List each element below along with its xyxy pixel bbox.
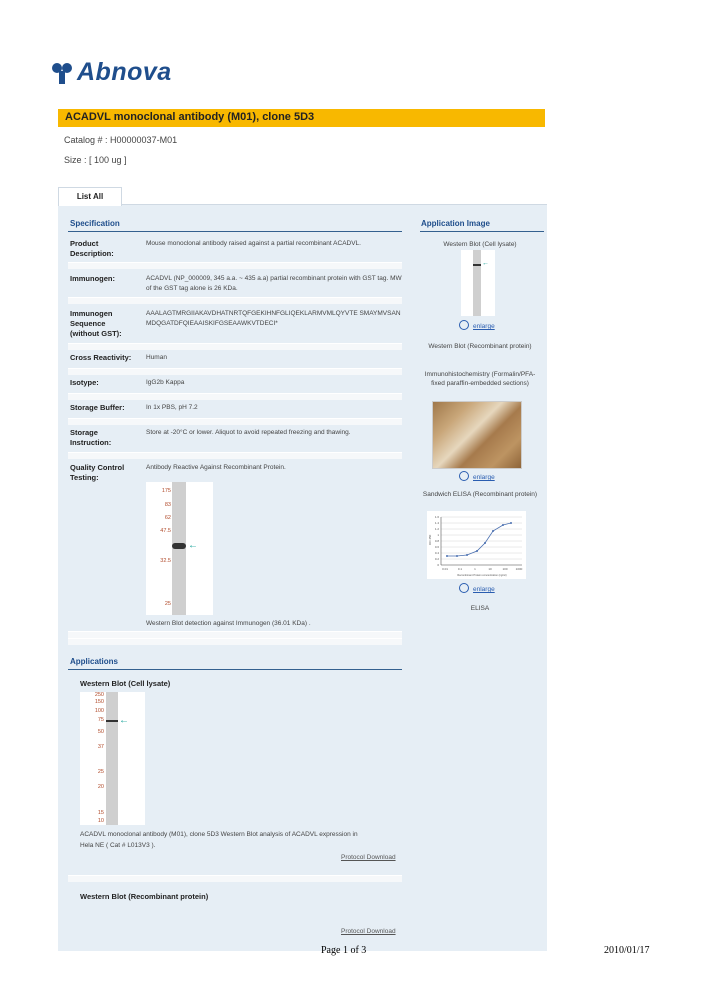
brand-name: Abnova bbox=[77, 58, 172, 86]
protocol-download-link[interactable]: Protocol Download bbox=[341, 854, 396, 861]
app-image-label: Western Blot (Recombinant protein) bbox=[428, 343, 532, 350]
specification-heading: Specification bbox=[70, 219, 120, 228]
spec-label: Isotype: bbox=[70, 378, 99, 387]
spec-value: IgG2b Kappa bbox=[146, 379, 185, 386]
row-separator bbox=[68, 368, 402, 375]
elisa-ytick: 0.6 bbox=[434, 545, 439, 549]
blot-band bbox=[172, 543, 186, 549]
spec-label: Immunogen: bbox=[70, 274, 115, 283]
elisa-xtick: 0.01 bbox=[442, 567, 448, 571]
application-caption-line2: Hela NE ( Cat # L013V3 ). bbox=[80, 842, 156, 849]
marker-label: 25 bbox=[164, 601, 171, 607]
application-image-heading: Application Image bbox=[421, 219, 490, 228]
band-arrow-icon: ← bbox=[119, 715, 129, 726]
row-separator bbox=[68, 631, 402, 638]
marker-label: 150 bbox=[94, 699, 104, 705]
marker-label: 32.5 bbox=[160, 558, 171, 564]
tab-list-all[interactable]: List All bbox=[58, 187, 122, 206]
spec-value: Mouse monoclonal antibody raised against a partial recombinant ACADVL. bbox=[146, 240, 361, 247]
elisa-xtick: 1 bbox=[474, 567, 476, 571]
band-arrow-icon: ← bbox=[482, 260, 489, 267]
marker-label: 250 bbox=[94, 692, 104, 698]
abnova-logo-icon bbox=[50, 61, 74, 85]
spec-value: Human bbox=[146, 354, 167, 361]
elisa-xtick: 10 bbox=[488, 567, 492, 571]
product-title-bar bbox=[58, 109, 545, 127]
elisa-ytick: 1.4 bbox=[434, 521, 439, 525]
blot-lane bbox=[473, 250, 481, 316]
application-title: Western Blot (Recombinant protein) bbox=[80, 892, 209, 901]
spec-label: Immunogen Sequence (without GST): bbox=[70, 309, 122, 338]
marker-label: 20 bbox=[97, 784, 104, 790]
magnify-icon[interactable] bbox=[459, 583, 469, 593]
row-separator bbox=[68, 393, 402, 400]
qc-western-blot-image bbox=[146, 482, 213, 615]
spec-value: Store at -20°C or lower. Aliquot to avoid repeated freezing and thawing. bbox=[146, 429, 351, 436]
blot-band bbox=[106, 720, 118, 722]
specification-rule bbox=[68, 231, 402, 232]
row-separator bbox=[68, 452, 402, 459]
elisa-ytick: 1 bbox=[437, 533, 439, 537]
product-title: ACADVL monoclonal antibody (M01), clone 5D3 bbox=[65, 111, 315, 123]
application-image-rule bbox=[420, 231, 544, 232]
app-image-label: Western Blot (Cell lysate) bbox=[443, 241, 517, 248]
enlarge-link[interactable]: enlarge bbox=[473, 586, 495, 593]
app-image-label: Sandwich ELISA (Recombinant protein) bbox=[422, 491, 538, 498]
application-title: Western Blot (Cell lysate) bbox=[80, 679, 171, 688]
spec-value: ACADVL (NP_000009, 345 a.a. ~ 435 a.a) partial recombinant protein with GST tag. MW of the GST tag alone is 26 KDa. bbox=[146, 275, 402, 292]
thumbnail-immunohistochemistry[interactable] bbox=[432, 401, 522, 469]
abnova-logo bbox=[50, 58, 172, 87]
page-number: Page 1 of 3 bbox=[321, 945, 367, 956]
marker-label: 50 bbox=[97, 729, 104, 735]
spec-label: Storage Instruction: bbox=[70, 428, 112, 447]
spec-label: Quality Control Testing: bbox=[70, 463, 125, 482]
spec-value: Antibody Reactive Against Recombinant Protein. bbox=[146, 464, 286, 471]
row-separator bbox=[68, 638, 402, 645]
elisa-xtick: 1000 bbox=[515, 567, 523, 571]
marker-label: 25 bbox=[97, 769, 104, 775]
application-western-blot-image bbox=[80, 692, 145, 825]
applications-rule bbox=[68, 669, 402, 670]
spec-value: AAALAGTMRGIIAKAVDHATNRTQFGEKIHNFGLIQEKLARMVMLQYVTE SMAYMVSANMDQGATDFQIEAAISKIFGSEAAWKVTDECI* bbox=[146, 310, 401, 327]
thumbnail-sandwich-elisa[interactable] bbox=[427, 511, 526, 579]
elisa-ytick: 0.4 bbox=[434, 551, 439, 555]
magnify-icon[interactable] bbox=[459, 471, 469, 481]
elisa-xtick: 100 bbox=[502, 567, 508, 571]
row-separator bbox=[68, 262, 402, 269]
marker-label: 37 bbox=[97, 744, 104, 750]
row-separator bbox=[68, 343, 402, 350]
marker-label: 100 bbox=[94, 708, 104, 714]
qc-caption: Western Blot detection against Immunogen (36.01 KDa) . bbox=[146, 620, 311, 627]
row-separator bbox=[68, 297, 402, 304]
spec-label: Storage Buffer: bbox=[70, 403, 125, 412]
spec-value: In 1x PBS, pH 7.2 bbox=[146, 404, 198, 411]
print-date: 2010/01/17 bbox=[604, 945, 650, 956]
product-size: Size : [ 100 ug ] bbox=[64, 155, 127, 165]
application-caption-line1: ACADVL monoclonal antibody (M01), clone 5D3 Western Blot analysis of ACADVL expression in bbox=[80, 831, 358, 838]
marker-label: 83 bbox=[164, 502, 171, 508]
app-image-label: Immunohistochemistry (Formalin/PFA-fixed paraffin-embedded sections) bbox=[424, 371, 536, 387]
marker-label: 10 bbox=[97, 818, 104, 824]
marker-label: 175 bbox=[161, 488, 171, 494]
marker-label: 47.5 bbox=[160, 528, 171, 534]
catalog-number: Catalog # : H00000037-M01 bbox=[64, 135, 178, 145]
thumbnail-western-blot-cell-lysate[interactable] bbox=[461, 250, 495, 316]
applications-heading: Applications bbox=[70, 657, 119, 666]
marker-label: 62 bbox=[164, 515, 171, 521]
elisa-ytick: 0.2 bbox=[434, 557, 439, 561]
blot-lane bbox=[106, 692, 118, 825]
marker-label: 75 bbox=[97, 717, 104, 723]
elisa-xtick: 0.1 bbox=[457, 567, 463, 571]
protocol-download-link[interactable]: Protocol Download bbox=[341, 928, 396, 935]
app-image-label: ELISA bbox=[470, 605, 490, 612]
enlarge-link[interactable]: enlarge bbox=[473, 323, 495, 330]
blot-band bbox=[473, 264, 481, 266]
elisa-ytick: 0.8 bbox=[434, 539, 439, 543]
spec-label: Product Description: bbox=[70, 239, 114, 258]
row-separator bbox=[68, 875, 402, 882]
magnify-icon[interactable] bbox=[459, 320, 469, 330]
row-separator bbox=[68, 418, 402, 425]
elisa-chart bbox=[427, 511, 526, 579]
elisa-ytick: 0 bbox=[437, 563, 439, 567]
band-arrow-icon: ← bbox=[188, 540, 198, 551]
elisa-ytick: 1.6 bbox=[434, 515, 439, 519]
spec-label: Cross Reactivity: bbox=[70, 353, 132, 362]
enlarge-link[interactable]: enlarge bbox=[473, 474, 495, 481]
elisa-ylabel: OD 450 bbox=[428, 534, 432, 545]
marker-label: 15 bbox=[97, 810, 104, 816]
elisa-xlabel: Recombinant Protein concentration (ng/ml) bbox=[457, 574, 507, 577]
elisa-ytick: 1.2 bbox=[434, 527, 439, 531]
